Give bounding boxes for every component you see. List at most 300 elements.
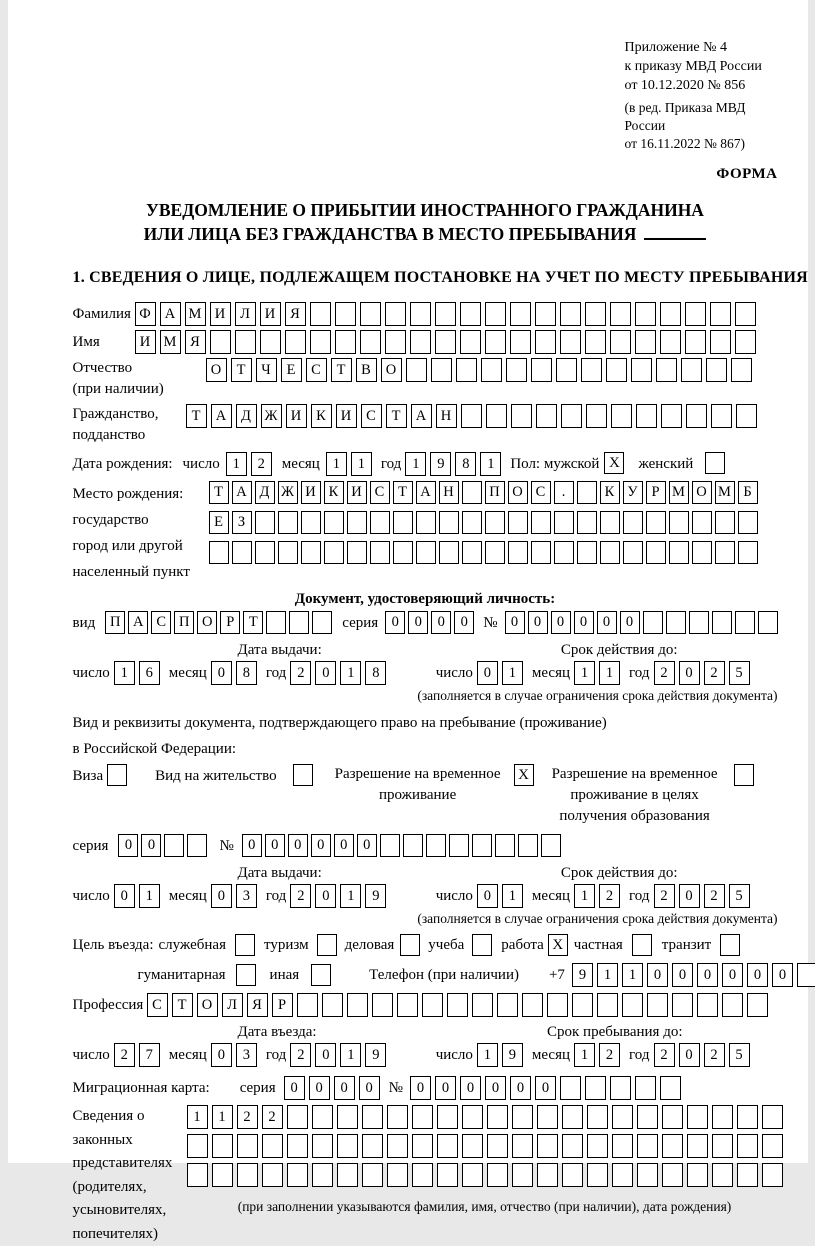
char-cell[interactable]: Р <box>272 993 293 1017</box>
char-cell[interactable]: Т <box>386 404 407 428</box>
char-cell[interactable] <box>631 358 652 382</box>
char-cell[interactable]: 0 <box>460 1076 481 1100</box>
char-cell[interactable]: П <box>105 611 125 634</box>
char-cell[interactable] <box>387 1163 408 1187</box>
char-cell[interactable] <box>636 404 657 428</box>
char-cell[interactable] <box>495 834 515 857</box>
char-cell[interactable]: 2 <box>654 661 675 685</box>
char-cell[interactable] <box>287 1105 308 1129</box>
char-cell[interactable]: 0 <box>288 834 308 857</box>
char-cell[interactable] <box>370 541 390 564</box>
char-cell[interactable] <box>462 541 482 564</box>
char-cell[interactable] <box>637 1105 658 1129</box>
char-cell[interactable] <box>439 511 459 534</box>
char-cell[interactable] <box>297 993 318 1017</box>
char-cell[interactable] <box>437 1105 458 1129</box>
char-cell[interactable]: 0 <box>242 834 262 857</box>
char-cell[interactable]: 0 <box>309 1076 330 1100</box>
char-cell[interactable]: Ж <box>278 481 298 504</box>
char-cell[interactable] <box>685 330 706 354</box>
char-cell[interactable] <box>600 541 620 564</box>
char-cell[interactable] <box>587 1163 608 1187</box>
char-cell[interactable]: 6 <box>139 661 160 685</box>
char-cell[interactable]: 1 <box>114 661 135 685</box>
char-cell[interactable] <box>461 404 482 428</box>
char-cell[interactable]: 1 <box>340 884 361 908</box>
char-cell[interactable]: 0 <box>315 1043 336 1067</box>
char-cell[interactable] <box>547 993 568 1017</box>
char-cell[interactable]: 1 <box>326 452 347 476</box>
char-cell[interactable] <box>610 330 631 354</box>
char-cell[interactable] <box>237 1134 258 1158</box>
char-cell[interactable]: 3 <box>236 884 257 908</box>
char-cell[interactable] <box>487 1134 508 1158</box>
char-cell[interactable]: 5 <box>729 1043 750 1067</box>
char-cell[interactable] <box>360 330 381 354</box>
purpose-private-checkbox[interactable] <box>632 934 652 956</box>
char-cell[interactable] <box>301 511 321 534</box>
char-cell[interactable]: . <box>554 481 574 504</box>
char-cell[interactable] <box>711 404 732 428</box>
char-cell[interactable] <box>697 993 718 1017</box>
char-cell[interactable]: 2 <box>599 1043 620 1067</box>
char-cell[interactable]: С <box>147 993 168 1017</box>
char-cell[interactable]: 5 <box>729 884 750 908</box>
char-cell[interactable]: 1 <box>502 884 523 908</box>
char-cell[interactable] <box>406 358 427 382</box>
char-cell[interactable] <box>541 834 561 857</box>
char-cell[interactable]: 2 <box>654 1043 675 1067</box>
char-cell[interactable]: 0 <box>647 963 668 987</box>
char-cell[interactable] <box>410 330 431 354</box>
char-cell[interactable]: Я <box>185 330 206 354</box>
char-cell[interactable] <box>554 511 574 534</box>
char-cell[interactable]: И <box>286 404 307 428</box>
char-cell[interactable]: Т <box>393 481 413 504</box>
char-cell[interactable] <box>662 1105 683 1129</box>
char-cell[interactable] <box>635 330 656 354</box>
char-cell[interactable] <box>762 1105 783 1129</box>
char-cell[interactable]: Т <box>231 358 252 382</box>
char-cell[interactable] <box>403 834 423 857</box>
char-cell[interactable]: З <box>232 511 252 534</box>
char-cell[interactable] <box>635 302 656 326</box>
char-cell[interactable]: Р <box>220 611 240 634</box>
char-cell[interactable] <box>577 541 597 564</box>
char-cell[interactable] <box>312 1105 333 1129</box>
char-cell[interactable]: М <box>160 330 181 354</box>
char-cell[interactable] <box>537 1163 558 1187</box>
char-cell[interactable] <box>387 1105 408 1129</box>
char-cell[interactable]: И <box>347 481 367 504</box>
char-cell[interactable]: У <box>623 481 643 504</box>
char-cell[interactable] <box>439 541 459 564</box>
char-cell[interactable] <box>212 1134 233 1158</box>
char-cell[interactable] <box>287 1134 308 1158</box>
char-cell[interactable]: Ж <box>261 404 282 428</box>
char-cell[interactable] <box>370 511 390 534</box>
char-cell[interactable]: О <box>197 993 218 1017</box>
char-cell[interactable] <box>522 993 543 1017</box>
char-cell[interactable]: 2 <box>290 884 311 908</box>
char-cell[interactable] <box>577 481 597 504</box>
char-cell[interactable] <box>287 1163 308 1187</box>
char-cell[interactable] <box>587 1134 608 1158</box>
char-cell[interactable] <box>472 993 493 1017</box>
char-cell[interactable]: Т <box>172 993 193 1017</box>
char-cell[interactable]: 0 <box>510 1076 531 1100</box>
sex-male-checkbox[interactable]: X <box>604 452 624 474</box>
char-cell[interactable] <box>212 1163 233 1187</box>
char-cell[interactable]: М <box>185 302 206 326</box>
char-cell[interactable] <box>437 1134 458 1158</box>
char-cell[interactable]: М <box>669 481 689 504</box>
char-cell[interactable] <box>437 1163 458 1187</box>
char-cell[interactable] <box>612 1134 633 1158</box>
char-cell[interactable] <box>456 358 477 382</box>
char-cell[interactable]: 0 <box>747 963 768 987</box>
char-cell[interactable] <box>710 330 731 354</box>
char-cell[interactable]: И <box>301 481 321 504</box>
char-cell[interactable]: Д <box>236 404 257 428</box>
char-cell[interactable] <box>560 302 581 326</box>
char-cell[interactable] <box>762 1134 783 1158</box>
char-cell[interactable] <box>385 302 406 326</box>
char-cell[interactable] <box>380 834 400 857</box>
char-cell[interactable]: 2 <box>654 884 675 908</box>
char-cell[interactable]: 9 <box>430 452 451 476</box>
char-cell[interactable] <box>460 302 481 326</box>
char-cell[interactable] <box>393 511 413 534</box>
char-cell[interactable]: О <box>692 481 712 504</box>
char-cell[interactable]: О <box>197 611 217 634</box>
char-cell[interactable]: 0 <box>284 1076 305 1100</box>
char-cell[interactable]: С <box>361 404 382 428</box>
char-cell[interactable] <box>669 541 689 564</box>
char-cell[interactable] <box>637 1163 658 1187</box>
char-cell[interactable] <box>278 541 298 564</box>
char-cell[interactable]: 0 <box>410 1076 431 1100</box>
char-cell[interactable]: 2 <box>599 884 620 908</box>
purpose-study-checkbox[interactable] <box>472 934 492 956</box>
char-cell[interactable]: 0 <box>315 884 336 908</box>
char-cell[interactable] <box>164 834 184 857</box>
char-cell[interactable]: 0 <box>211 884 232 908</box>
visa-checkbox[interactable] <box>107 764 127 786</box>
char-cell[interactable] <box>322 993 343 1017</box>
char-cell[interactable] <box>646 541 666 564</box>
char-cell[interactable]: Т <box>209 481 229 504</box>
char-cell[interactable] <box>372 993 393 1017</box>
char-cell[interactable] <box>572 993 593 1017</box>
char-cell[interactable] <box>531 511 551 534</box>
char-cell[interactable] <box>435 330 456 354</box>
char-cell[interactable] <box>738 541 758 564</box>
char-cell[interactable] <box>462 511 482 534</box>
char-cell[interactable] <box>512 1163 533 1187</box>
char-cell[interactable] <box>187 834 207 857</box>
char-cell[interactable] <box>577 511 597 534</box>
char-cell[interactable] <box>643 611 663 634</box>
char-cell[interactable] <box>554 541 574 564</box>
char-cell[interactable] <box>487 1163 508 1187</box>
char-cell[interactable] <box>610 302 631 326</box>
char-cell[interactable] <box>560 1076 581 1100</box>
char-cell[interactable] <box>666 611 686 634</box>
char-cell[interactable]: 0 <box>679 884 700 908</box>
char-cell[interactable] <box>712 1134 733 1158</box>
char-cell[interactable] <box>324 511 344 534</box>
char-cell[interactable]: 2 <box>704 884 725 908</box>
char-cell[interactable] <box>623 541 643 564</box>
char-cell[interactable] <box>210 330 231 354</box>
char-cell[interactable] <box>337 1134 358 1158</box>
char-cell[interactable]: 1 <box>212 1105 233 1129</box>
char-cell[interactable] <box>662 1163 683 1187</box>
char-cell[interactable] <box>187 1163 208 1187</box>
char-cell[interactable]: И <box>210 302 231 326</box>
char-cell[interactable]: 0 <box>485 1076 506 1100</box>
char-cell[interactable] <box>531 358 552 382</box>
rvp-checkbox[interactable]: X <box>514 764 534 786</box>
char-cell[interactable] <box>597 993 618 1017</box>
char-cell[interactable]: Ф <box>135 302 156 326</box>
char-cell[interactable] <box>672 993 693 1017</box>
char-cell[interactable] <box>412 1134 433 1158</box>
char-cell[interactable] <box>712 611 732 634</box>
char-cell[interactable] <box>737 1134 758 1158</box>
char-cell[interactable] <box>237 1163 258 1187</box>
char-cell[interactable]: 9 <box>365 1043 386 1067</box>
char-cell[interactable]: 9 <box>365 884 386 908</box>
char-cell[interactable] <box>610 1076 631 1100</box>
char-cell[interactable]: 2 <box>114 1043 135 1067</box>
char-cell[interactable] <box>689 611 709 634</box>
char-cell[interactable] <box>661 404 682 428</box>
char-cell[interactable] <box>562 1134 583 1158</box>
char-cell[interactable] <box>535 302 556 326</box>
char-cell[interactable]: Н <box>439 481 459 504</box>
char-cell[interactable]: 1 <box>351 452 372 476</box>
char-cell[interactable]: 9 <box>572 963 593 987</box>
char-cell[interactable]: 0 <box>672 963 693 987</box>
char-cell[interactable] <box>508 541 528 564</box>
char-cell[interactable] <box>561 404 582 428</box>
char-cell[interactable]: 2 <box>290 661 311 685</box>
char-cell[interactable]: 1 <box>139 884 160 908</box>
char-cell[interactable]: 0 <box>505 611 525 634</box>
purpose-transit-checkbox[interactable] <box>720 934 740 956</box>
char-cell[interactable] <box>510 330 531 354</box>
char-cell[interactable] <box>660 1076 681 1100</box>
char-cell[interactable] <box>687 1163 708 1187</box>
char-cell[interactable] <box>431 358 452 382</box>
char-cell[interactable]: 0 <box>679 1043 700 1067</box>
char-cell[interactable]: 1 <box>480 452 501 476</box>
char-cell[interactable]: 1 <box>187 1105 208 1129</box>
char-cell[interactable] <box>686 404 707 428</box>
char-cell[interactable] <box>518 834 538 857</box>
char-cell[interactable]: 2 <box>704 661 725 685</box>
char-cell[interactable]: 0 <box>435 1076 456 1100</box>
char-cell[interactable]: 2 <box>262 1105 283 1129</box>
char-cell[interactable]: Я <box>247 993 268 1017</box>
char-cell[interactable]: О <box>206 358 227 382</box>
char-cell[interactable] <box>347 541 367 564</box>
sex-female-checkbox[interactable] <box>705 452 725 474</box>
char-cell[interactable]: 1 <box>574 661 595 685</box>
char-cell[interactable] <box>656 358 677 382</box>
char-cell[interactable]: Д <box>255 481 275 504</box>
char-cell[interactable]: С <box>151 611 171 634</box>
char-cell[interactable] <box>647 993 668 1017</box>
char-cell[interactable] <box>737 1163 758 1187</box>
char-cell[interactable] <box>637 1134 658 1158</box>
char-cell[interactable]: 8 <box>236 661 257 685</box>
char-cell[interactable] <box>737 1105 758 1129</box>
char-cell[interactable] <box>337 1163 358 1187</box>
char-cell[interactable] <box>669 511 689 534</box>
char-cell[interactable]: 0 <box>141 834 161 857</box>
char-cell[interactable] <box>362 1163 383 1187</box>
char-cell[interactable]: 0 <box>359 1076 380 1100</box>
char-cell[interactable]: 1 <box>622 963 643 987</box>
char-cell[interactable]: 0 <box>315 661 336 685</box>
char-cell[interactable] <box>462 481 482 504</box>
char-cell[interactable]: Н <box>436 404 457 428</box>
char-cell[interactable]: 1 <box>477 1043 498 1067</box>
char-cell[interactable]: В <box>356 358 377 382</box>
char-cell[interactable] <box>710 302 731 326</box>
char-cell[interactable] <box>585 302 606 326</box>
char-cell[interactable]: 0 <box>431 611 451 634</box>
char-cell[interactable]: 1 <box>340 661 361 685</box>
char-cell[interactable]: 1 <box>599 661 620 685</box>
char-cell[interactable] <box>735 330 756 354</box>
char-cell[interactable]: 0 <box>408 611 428 634</box>
char-cell[interactable] <box>635 1076 656 1100</box>
char-cell[interactable] <box>562 1105 583 1129</box>
char-cell[interactable] <box>337 1105 358 1129</box>
char-cell[interactable] <box>472 834 492 857</box>
char-cell[interactable] <box>612 1105 633 1129</box>
char-cell[interactable]: А <box>232 481 252 504</box>
char-cell[interactable]: А <box>128 611 148 634</box>
char-cell[interactable] <box>735 302 756 326</box>
char-cell[interactable] <box>347 511 367 534</box>
char-cell[interactable] <box>412 1163 433 1187</box>
char-cell[interactable] <box>560 330 581 354</box>
char-cell[interactable]: С <box>531 481 551 504</box>
char-cell[interactable] <box>397 993 418 1017</box>
char-cell[interactable] <box>611 404 632 428</box>
char-cell[interactable]: Л <box>235 302 256 326</box>
char-cell[interactable] <box>731 358 752 382</box>
char-cell[interactable]: 1 <box>597 963 618 987</box>
char-cell[interactable] <box>449 834 469 857</box>
char-cell[interactable]: 1 <box>502 661 523 685</box>
char-cell[interactable] <box>585 1076 606 1100</box>
char-cell[interactable]: 9 <box>502 1043 523 1067</box>
char-cell[interactable] <box>347 993 368 1017</box>
char-cell[interactable]: Ч <box>256 358 277 382</box>
char-cell[interactable] <box>687 1134 708 1158</box>
char-cell[interactable]: И <box>260 302 281 326</box>
char-cell[interactable] <box>232 541 252 564</box>
char-cell[interactable] <box>255 541 275 564</box>
char-cell[interactable] <box>506 358 527 382</box>
char-cell[interactable] <box>600 511 620 534</box>
char-cell[interactable] <box>486 404 507 428</box>
char-cell[interactable] <box>646 511 666 534</box>
char-cell[interactable]: 0 <box>477 661 498 685</box>
char-cell[interactable] <box>623 511 643 534</box>
char-cell[interactable] <box>485 541 505 564</box>
char-cell[interactable] <box>485 302 506 326</box>
char-cell[interactable] <box>310 302 331 326</box>
char-cell[interactable]: 0 <box>334 1076 355 1100</box>
char-cell[interactable]: 0 <box>620 611 640 634</box>
char-cell[interactable] <box>485 511 505 534</box>
char-cell[interactable]: 8 <box>365 661 386 685</box>
char-cell[interactable] <box>460 330 481 354</box>
char-cell[interactable] <box>722 993 743 1017</box>
char-cell[interactable]: К <box>311 404 332 428</box>
char-cell[interactable] <box>681 358 702 382</box>
purpose-official-checkbox[interactable] <box>235 934 255 956</box>
char-cell[interactable]: 0 <box>772 963 793 987</box>
char-cell[interactable]: 0 <box>679 661 700 685</box>
char-cell[interactable] <box>462 1105 483 1129</box>
char-cell[interactable]: Т <box>186 404 207 428</box>
char-cell[interactable] <box>735 611 755 634</box>
char-cell[interactable]: Р <box>646 481 666 504</box>
char-cell[interactable]: 0 <box>528 611 548 634</box>
char-cell[interactable] <box>512 1134 533 1158</box>
char-cell[interactable] <box>462 1163 483 1187</box>
char-cell[interactable] <box>235 330 256 354</box>
char-cell[interactable] <box>622 993 643 1017</box>
char-cell[interactable]: 2 <box>251 452 272 476</box>
char-cell[interactable]: К <box>600 481 620 504</box>
char-cell[interactable]: 1 <box>226 452 247 476</box>
char-cell[interactable] <box>687 1105 708 1129</box>
char-cell[interactable]: 1 <box>405 452 426 476</box>
char-cell[interactable]: П <box>485 481 505 504</box>
char-cell[interactable] <box>387 1134 408 1158</box>
char-cell[interactable] <box>362 1134 383 1158</box>
char-cell[interactable] <box>410 302 431 326</box>
char-cell[interactable] <box>512 1105 533 1129</box>
char-cell[interactable] <box>536 404 557 428</box>
char-cell[interactable]: 0 <box>114 884 135 908</box>
char-cell[interactable]: 0 <box>574 611 594 634</box>
char-cell[interactable] <box>606 358 627 382</box>
char-cell[interactable] <box>255 511 275 534</box>
char-cell[interactable]: 7 <box>139 1043 160 1067</box>
char-cell[interactable]: Е <box>281 358 302 382</box>
char-cell[interactable]: О <box>381 358 402 382</box>
residence-permit-checkbox[interactable] <box>293 764 313 786</box>
char-cell[interactable]: Л <box>222 993 243 1017</box>
char-cell[interactable] <box>335 302 356 326</box>
char-cell[interactable] <box>289 611 309 634</box>
char-cell[interactable]: Т <box>331 358 352 382</box>
char-cell[interactable] <box>310 330 331 354</box>
char-cell[interactable]: 0 <box>597 611 617 634</box>
char-cell[interactable] <box>736 404 757 428</box>
char-cell[interactable] <box>416 511 436 534</box>
